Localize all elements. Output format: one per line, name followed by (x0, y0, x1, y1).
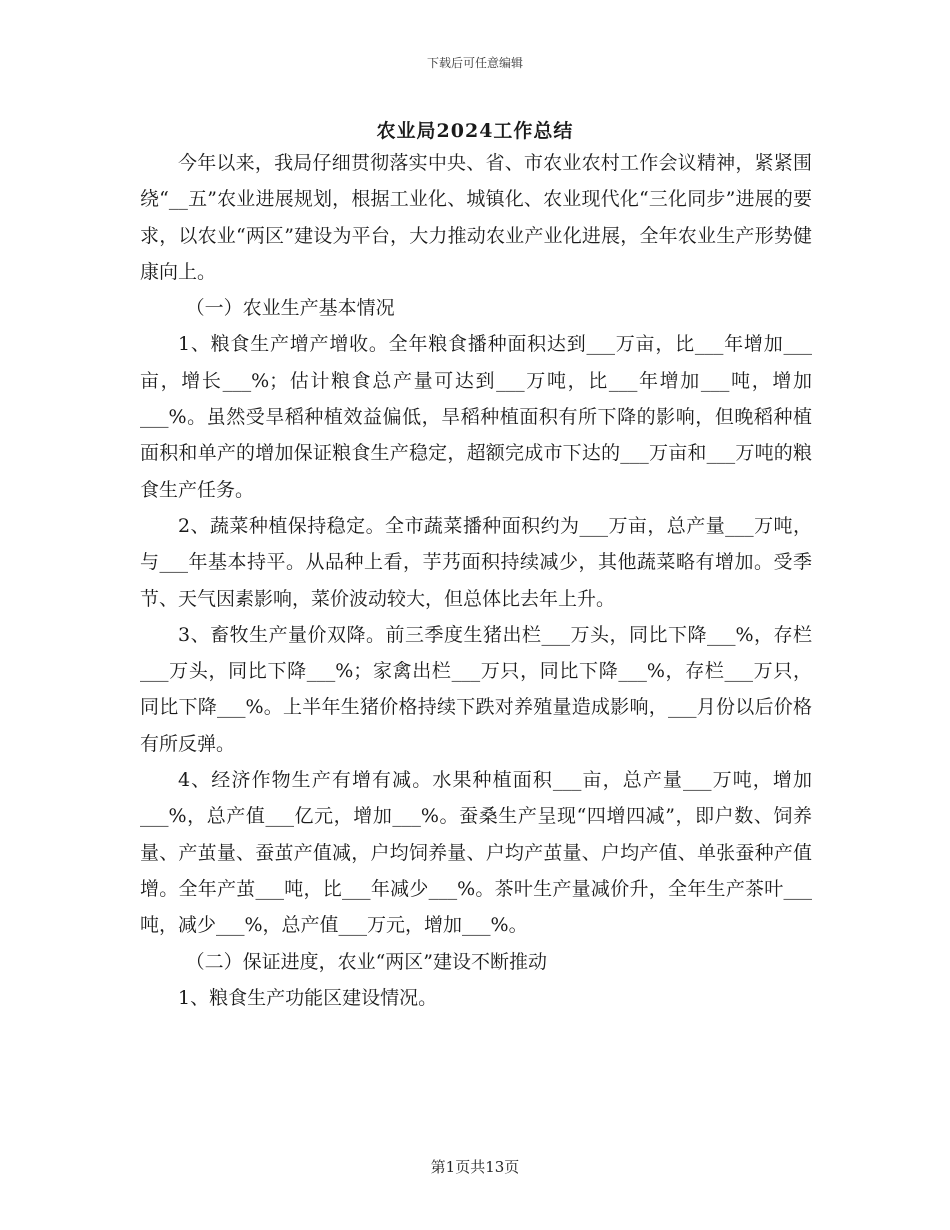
paragraph-grain-zone: 1、粮食生产功能区建设情况。 (178, 986, 438, 1009)
header-note: 下载后可任意编辑 (426, 56, 523, 70)
document-title: 农业局2024工作总结 (376, 120, 574, 142)
paragraph-cash-crops: 4、经济作物生产有增有减。水果种植面积___亩，总产量___万吨，增加___%，总产值___亿元，增加___%。蚕桑生产呈现“四增四减”，即户数、饲养量、产茧量、蚕茧产值减，户均饲养量、户均产茧量、户均产值、单张蚕种产值增。全年产茧___吨，比___年减少___%。茶叶生产量减价升，全年生产茶叶___吨，减少___%，总产值___万元，增加___%。 (140, 769, 812, 937)
page-number: 第1页共13页 (430, 1158, 520, 1176)
paragraph-livestock: 3、畜牧生产量价双降。前三季度生猪出栏___万头，同比下降___%，存栏___万头，同比下降___%；家禽出栏___万只，同比下降___%，存栏___万只，同比下降___%。上半年生猪价格持续下跌对养殖量造成影响，___月份以后价格有所反弹。 (140, 623, 812, 755)
paragraph-vegetables: 2、蔬菜种植保持稳定。全市蔬菜播种面积约为___万亩，总产量___万吨，与___年基本持平。从品种上看，芋艿面积持续减少，其他蔬菜略有增加。受季节、天气因素影响，菜价波动较大，但总体比去年上升。 (140, 514, 812, 610)
intro-paragraph: 今年以来，我局仔细贯彻落实中央、省、市农业农村工作会议精神，紧紧围绕“__五”农业进展规划，根据工业化、城镇化、农业现代化“三化同步”进展的要求，以农业“两区”建设为平台，大力推动农业产业化进展，全年农业生产形势健康向上。 (140, 152, 812, 283)
document-body (140, 145, 812, 1016)
section-heading-1: （一）农业生产基本情况 (185, 297, 395, 320)
section-heading-2: （二）保证进度，农业“两区”建设不断推动 (185, 950, 548, 973)
paragraph-grain: 1、粮食生产增产增收。全年粮食播种面积达到___万亩，比___年增加___亩，增长___%；估计粮食总产量可达到___万吨，比___年增加___吨，增加___%。虽然受旱稻种植效益偏低，旱稻种植面积有所下降的影响，但晚稻种植面积和单产的增加保证粮食生产稳定，超额完成市下达的___万亩和___万吨的粮食生产任务。 (140, 333, 812, 501)
